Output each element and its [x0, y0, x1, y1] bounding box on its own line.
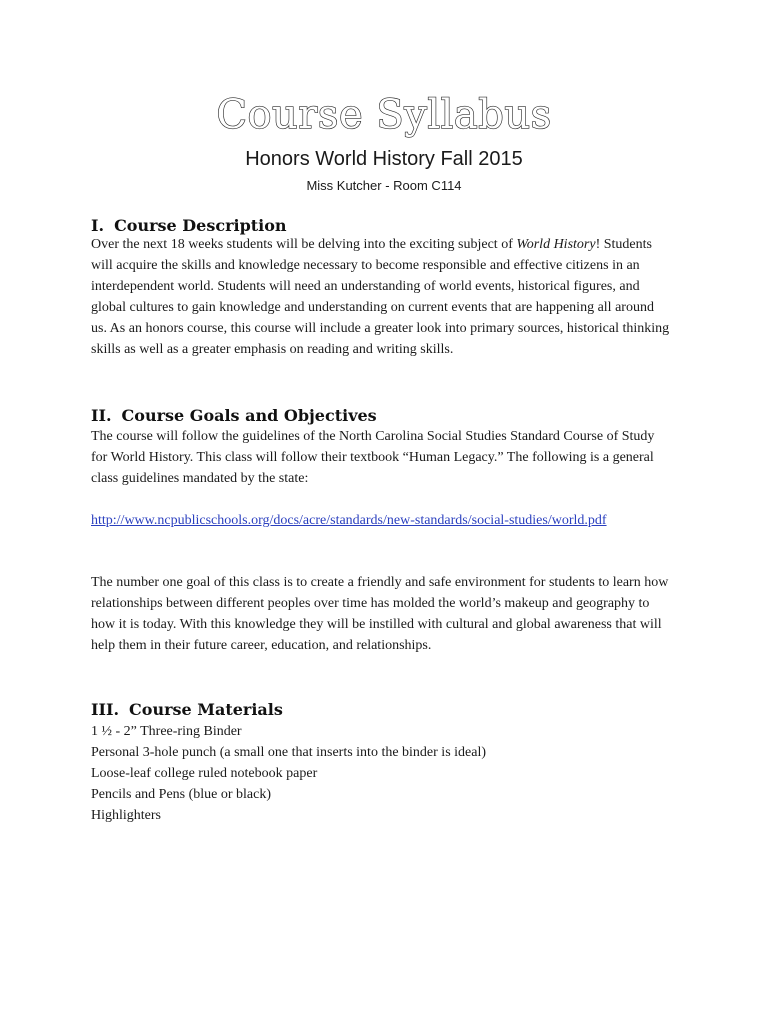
goals-paragraph-2: The number one goal of this class is to create a friendly and safe environment for students to learn how relationships between different peoples over time has molded the world’s makeup and geography to how it is today. With this knowledge they will be instilled with cultural and global awareness that will help them in their future career, education, and relationships. — [91, 575, 669, 653]
list-item: 1 ½ - 2” Three-ring Binder — [91, 724, 242, 739]
standards-link-line — [91, 510, 671, 531]
section-heading-materials — [91, 700, 283, 719]
section-number: II. — [91, 406, 112, 425]
goals-paragraph-1: The course will follow the guidelines of the North Carolina Social Studies Standard Course of Study for World History. This class will follow their textbook “Human Legacy.” The following is a general class guidelines mandated by the state: — [91, 429, 655, 486]
section-title: Course Goals and Objectives — [121, 406, 377, 425]
section-number: I. — [91, 216, 105, 235]
standards-link[interactable]: http://www.ncpublicschools.org/docs/acre/standards/new-standards/social-studies/world.pdf — [91, 513, 607, 528]
section-heading-goals — [91, 406, 377, 425]
description-text-end: ! Students will acquire the skills and knowledge necessary to become responsible and effective citizens in an interdependent world. Students will need an understanding of world events, historical figures, and global cultures to gain knowledge and understanding on current events that are happening all around us. As an honors course, this course will include a greater look into primary sources, historical thinking skills as well as a greater emphasis on reading and writing skills. — [91, 237, 670, 357]
list-item: Personal 3-hole punch (a small one that inserts into the binder is ideal) — [91, 745, 487, 760]
page-title: Course Syllabus — [216, 92, 552, 138]
list-item: Pencils and Pens (blue or black) — [91, 787, 272, 802]
list-item: Loose-leaf college ruled notebook paper — [91, 766, 318, 781]
course-description-text — [91, 234, 671, 360]
description-emphasis: World History — [516, 237, 596, 252]
section-number: III. — [91, 700, 120, 719]
course-subtitle: Honors World History Fall 2015 — [245, 148, 523, 170]
list-item: Highlighters — [91, 808, 161, 823]
section-title: Course Description — [114, 216, 287, 235]
materials-list — [91, 721, 486, 826]
section-title: Course Materials — [129, 700, 283, 719]
section-heading-course-description — [91, 216, 287, 235]
teacher-room: Miss Kutcher - Room C114 — [306, 178, 462, 193]
description-text-start: Over the next 18 weeks students will be delving into the exciting subject of — [91, 237, 517, 252]
